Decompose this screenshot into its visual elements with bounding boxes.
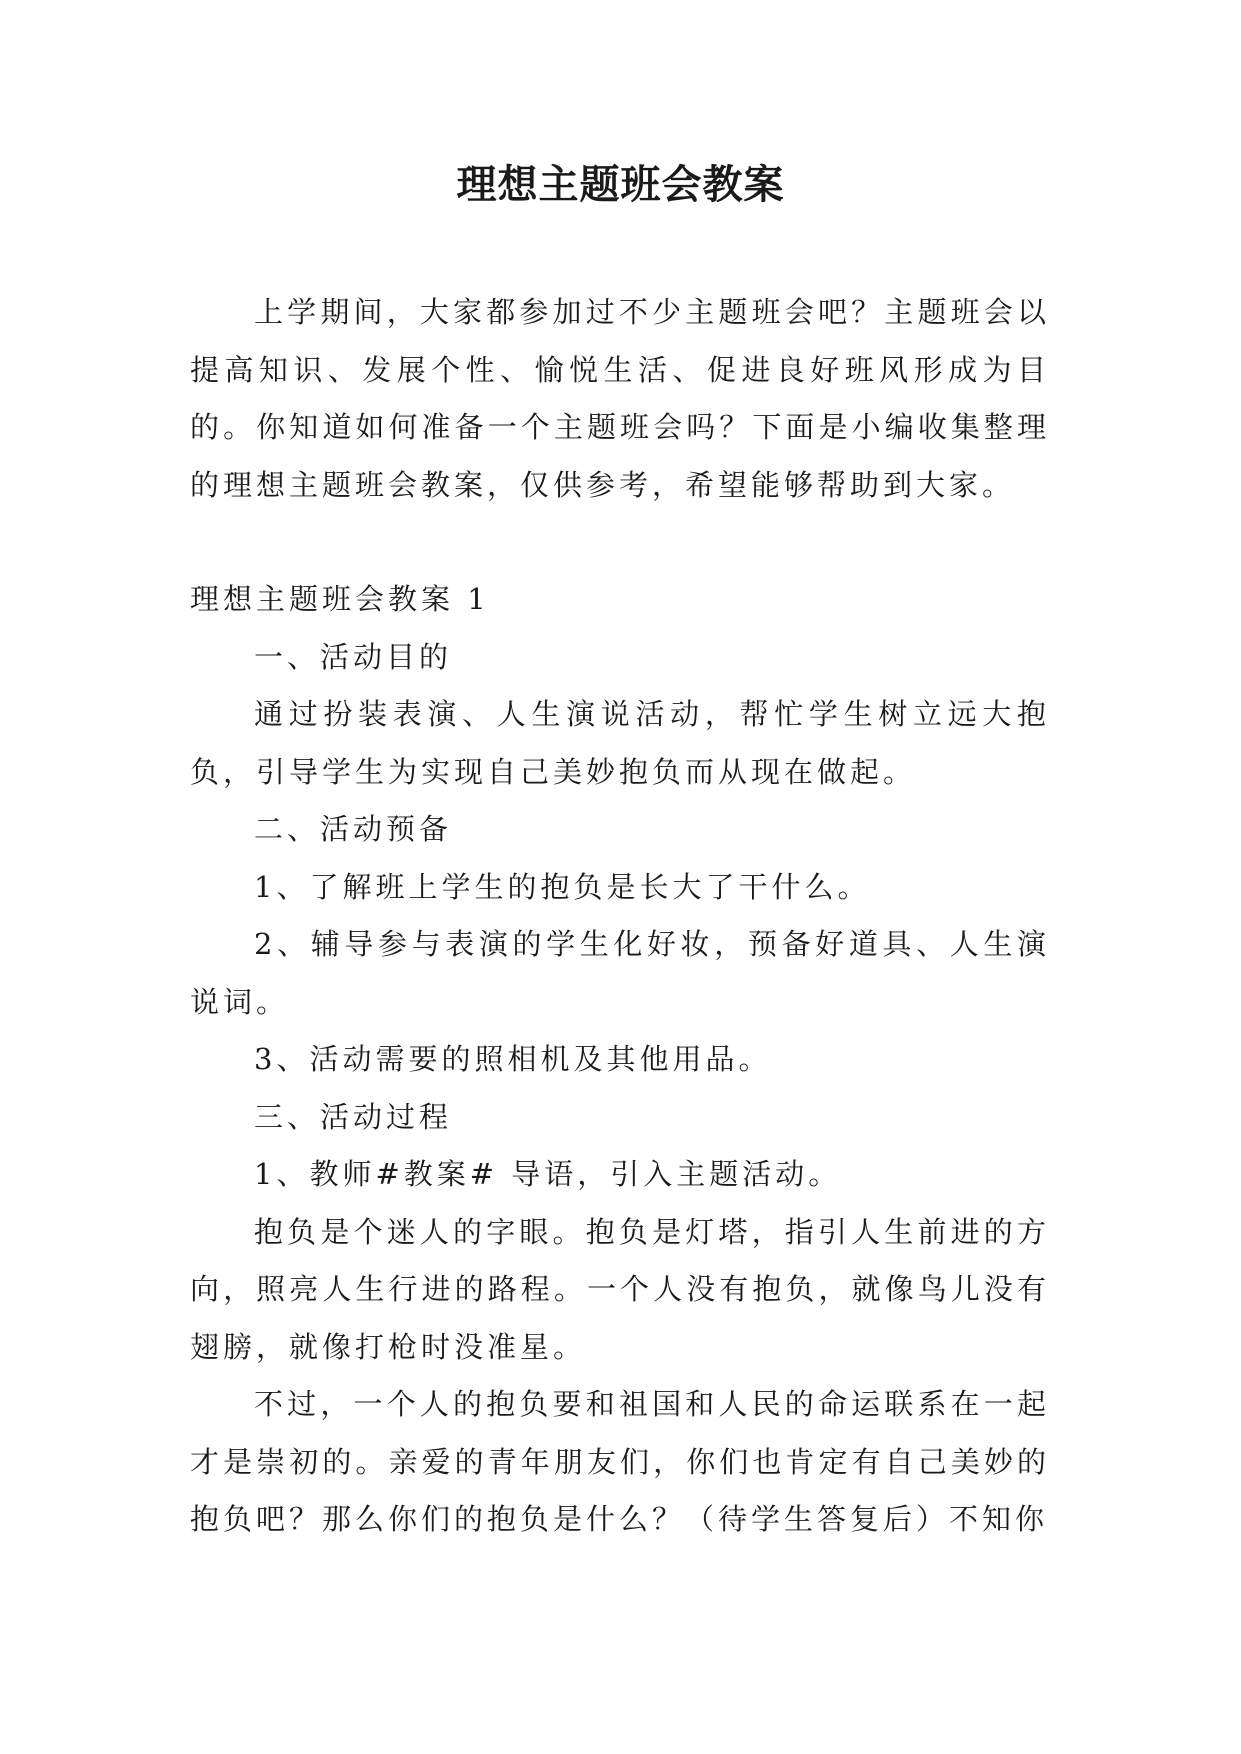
list-item: 1、教师#教案# 导语，引入主题活动。 — [254, 1157, 842, 1191]
document-body — [190, 284, 1050, 1549]
document-title: 理想主题班会教案 — [456, 161, 785, 208]
list-item: 2、辅导参与表演的学生化好妆，预备好道具、人生演说词。 — [190, 927, 1050, 1019]
paragraph: 通过扮装表演、人生演说活动，帮忙学生树立远大抱负，引导学生为实现自己美妙抱负而从现在做起。 — [190, 697, 1050, 789]
heading-activity-process: 三、活动过程 — [254, 1099, 453, 1134]
paragraph: 不过，一个人的抱负要和祖国和人民的命运联系在一起才是崇初的。亲爱的青年朋友们，你们也肯定有自己美妙的抱负吧？那么你们的抱负是什么？（待学生答复后）不知你 — [190, 1387, 1050, 1536]
list-item: 3、活动需要的照相机及其他用品。 — [254, 1042, 772, 1076]
heading-activity-preparation: 二、活动预备 — [254, 812, 453, 846]
section-heading: 理想主题班会教案 1 — [190, 582, 490, 616]
intro-paragraph: 上学期间，大家都参加过不少主题班会吧？主题班会以提高知识、发展个性、愉悦生活、促进良好班风形成为目的。你知道如何准备一个主题班会吗？下面是小编收集整理的理想主题班会教案，仅供参考，希望能够帮助到大家。 — [190, 295, 1050, 502]
paragraph: 抱负是个迷人的字眼。抱负是灯塔，指引人生前进的方向，照亮人生行进的路程。一个人没有抱负，就像鸟儿没有翅膀，就像打枪时没准星。 — [190, 1214, 1050, 1364]
heading-activity-purpose: 一、活动目的 — [254, 639, 453, 674]
list-item: 1、了解班上学生的抱负是长大了干什么。 — [254, 869, 871, 904]
